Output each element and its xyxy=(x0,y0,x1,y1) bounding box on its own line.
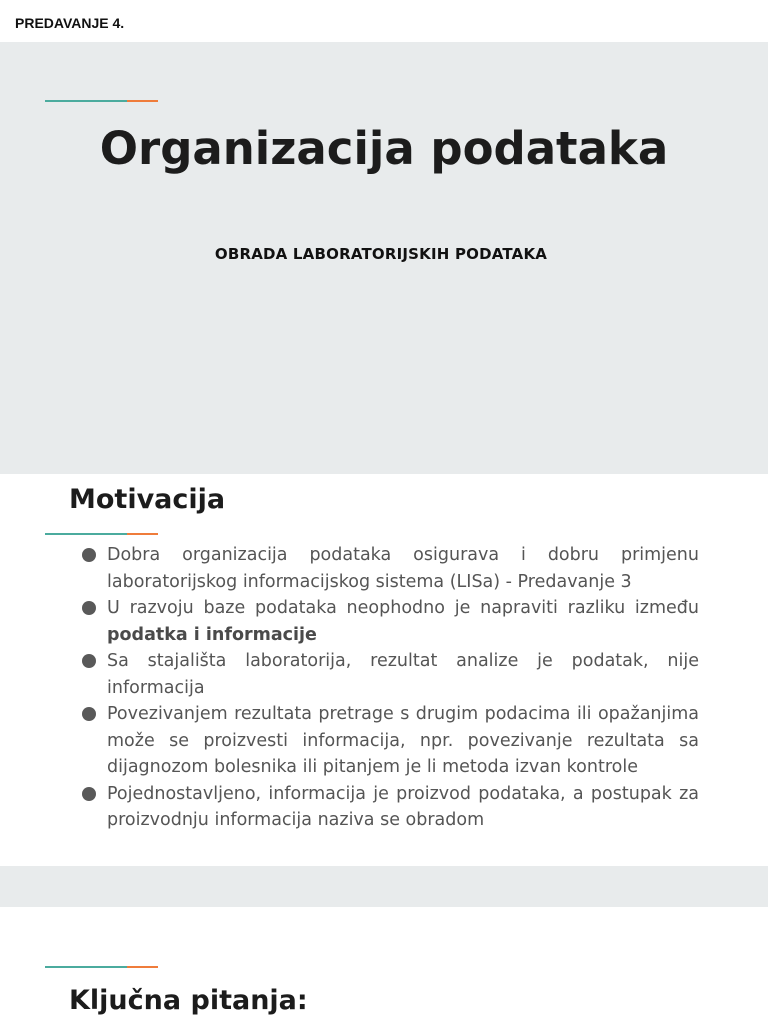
document-header xyxy=(0,0,768,42)
accent-line xyxy=(45,966,158,968)
bullet-icon xyxy=(82,548,96,562)
accent-line-teal xyxy=(45,100,127,102)
accent-line xyxy=(45,100,158,102)
motivation-slide xyxy=(0,474,768,866)
bullet-icon xyxy=(82,601,96,615)
section-heading: Ključna pitanja: xyxy=(69,985,308,1016)
list-item xyxy=(81,781,699,834)
bullet-text: Dobra organizacija podataka osigurava i dobru primjenu laboratorijskog informacijskog sistema (LISa) - Predavanje 3 xyxy=(107,545,699,592)
accent-line-teal xyxy=(45,966,127,968)
accent-line-teal xyxy=(45,533,127,535)
bullet-text: Povezivanjem rezultata pretrage s drugim podacima ili opažanjima može se proizvesti informacija, npr. povezivanje rezultata sa dijagnozom bolesnika ili pitanjem je li metoda izvan kontrole xyxy=(107,704,699,777)
accent-line-orange xyxy=(127,100,158,102)
list-item xyxy=(81,595,699,648)
list-item xyxy=(81,701,699,781)
title-slide xyxy=(0,42,768,474)
bullet-text: Sa stajališta laboratorija, rezultat analize je podatak, nije informacija xyxy=(107,651,699,698)
bullet-list xyxy=(81,542,699,834)
accent-line-orange xyxy=(127,966,158,968)
bullet-text-plain: U razvoju baze podataka neophodno je napraviti razliku između xyxy=(107,598,699,618)
presentation-title: Organizacija podataka xyxy=(99,122,669,175)
lecture-label: PREDAVANJE 4. xyxy=(15,15,125,31)
section-heading: Motivacija xyxy=(69,484,226,515)
bullet-icon xyxy=(82,654,96,668)
bullet-text xyxy=(107,598,699,645)
presentation-subtitle: OBRADA LABORATORIJSKIH PODATAKA xyxy=(214,245,548,263)
bullet-text-emphasis: podatka i informacije xyxy=(107,624,317,645)
bullet-icon xyxy=(82,707,96,721)
bullet-text: Pojednostavljeno, informacija je proizvod podataka, a postupak za proizvodnju informacija naziva se obradom xyxy=(107,783,699,830)
accent-line-orange xyxy=(127,533,158,535)
key-questions-slide xyxy=(0,907,768,1024)
slide-separator xyxy=(0,866,768,907)
bullet-icon xyxy=(82,787,96,801)
accent-line xyxy=(45,533,158,535)
list-item xyxy=(81,648,699,701)
list-item xyxy=(81,542,699,595)
